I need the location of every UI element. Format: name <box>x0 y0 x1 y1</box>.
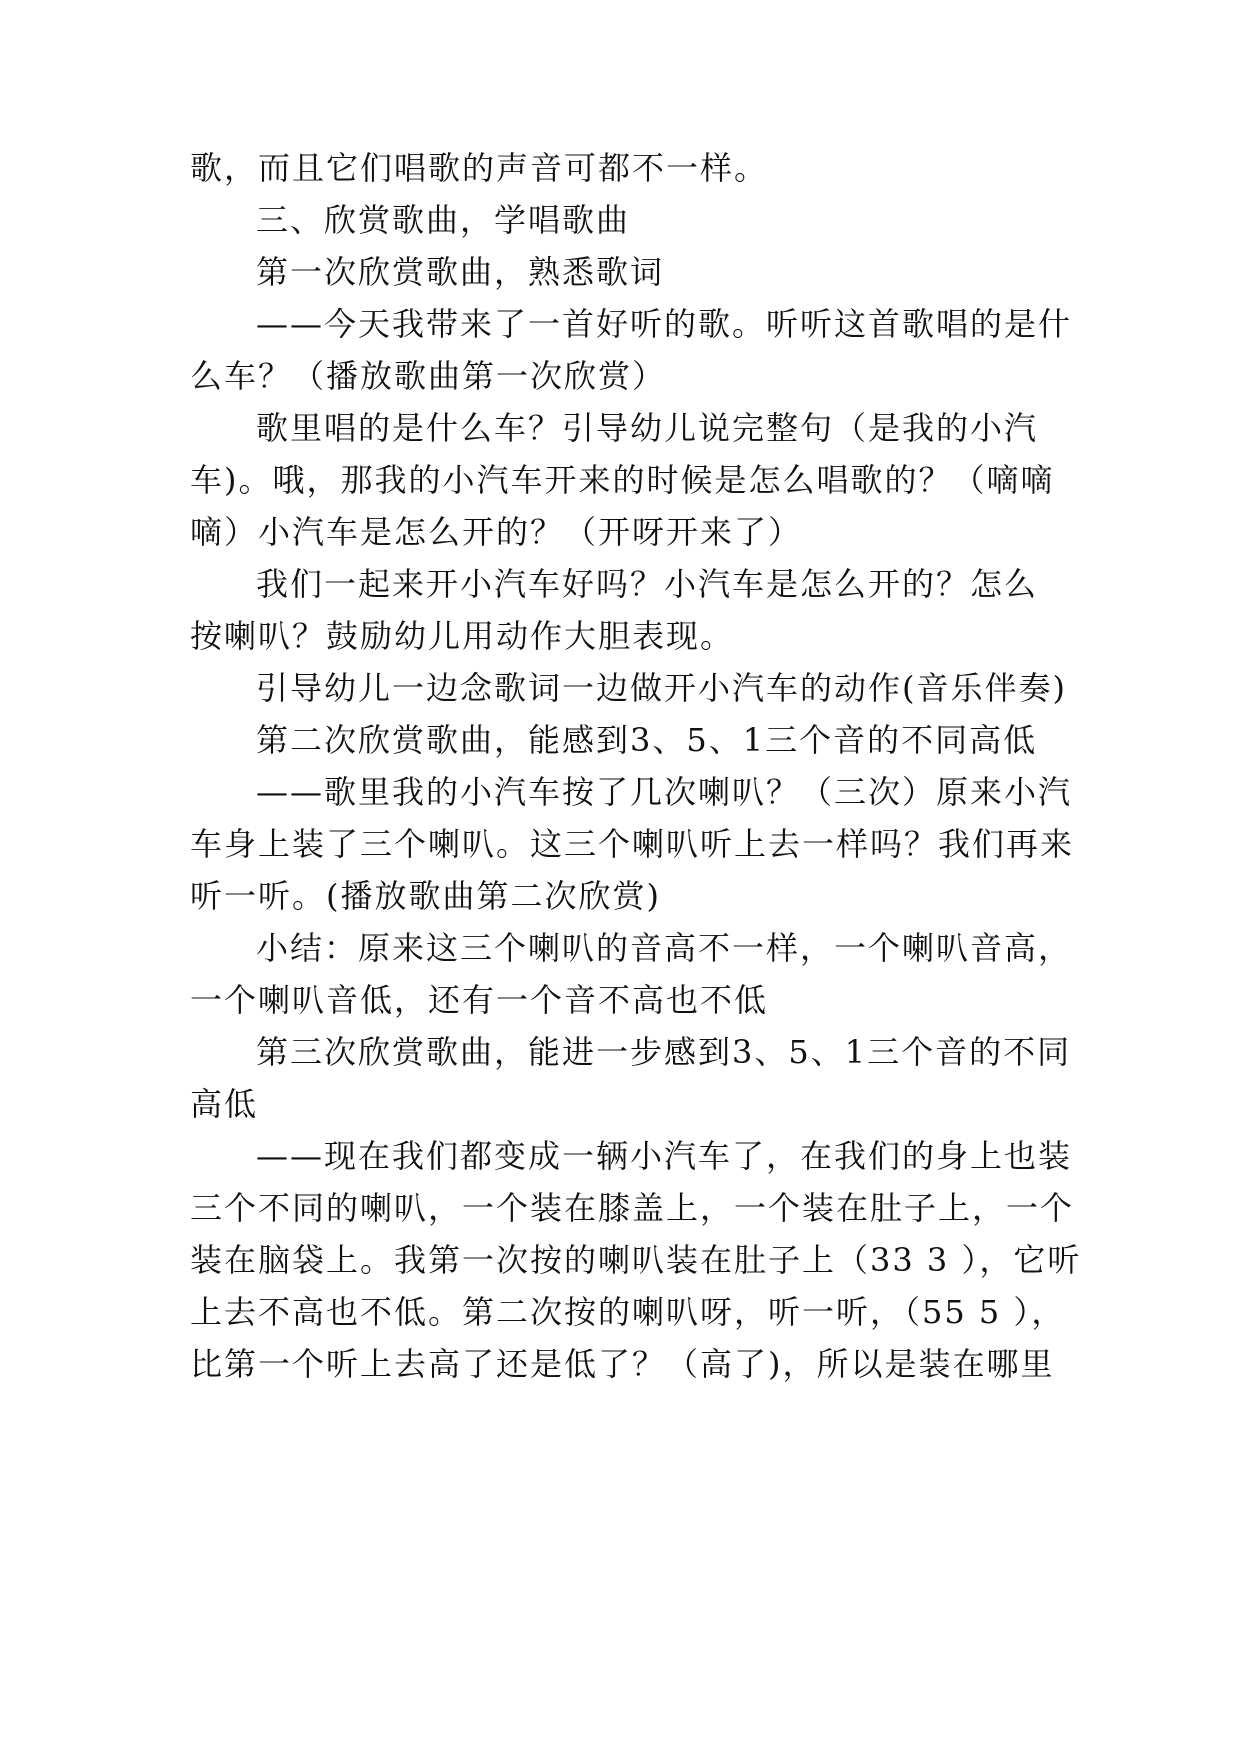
text-line: ——今天我带来了一首好听的歌。听听这首歌唱的是什 <box>256 305 1073 343</box>
text-line: 比第一个听上去高了还是低了？（高了)，所以是装在哪里 <box>190 1345 1055 1383</box>
text-line: 小结：原来这三个喇叭的音高不一样，一个喇叭音高， <box>256 929 1073 967</box>
text-line: 引导幼儿一边念歌词一边做开小汽车的动作(音乐伴奏) <box>256 669 1067 707</box>
text-line: 歌，而且它们唱歌的声音可都不一样。 <box>190 149 769 187</box>
sub-heading: 第三次欣赏歌曲，能进一步感到3、5、1三个音的不同 <box>256 1033 1072 1071</box>
sub-heading: 第一次欣赏歌曲，熟悉歌词 <box>256 253 665 291</box>
text-line: 按喇叭？鼓励幼儿用动作大胆表现。 <box>190 617 735 655</box>
text-line: 一个喇叭音低，还有一个音不高也不低 <box>190 981 769 1019</box>
text-line: 么车？（播放歌曲第一次欣赏） <box>190 357 667 395</box>
text-line: 听一听。(播放歌曲第二次欣赏) <box>190 877 661 915</box>
text-line: ——现在我们都变成一辆小汽车了，在我们的身上也装 <box>256 1137 1073 1175</box>
sub-heading: 第二次欣赏歌曲，能感到3、5、1三个音的不同高低 <box>256 721 1038 759</box>
text-line: 三个不同的喇叭，一个装在膝盖上，一个装在肚子上，一个 <box>190 1189 1075 1227</box>
text-line: 车身上装了三个喇叭。这三个喇叭听上去一样吗？我们再来 <box>190 825 1075 863</box>
text-line: 上去不高也不低。第二次按的喇叭呀，听一听，（55 5 ）， <box>190 1293 1066 1331</box>
text-line: 我们一起来开小汽车好吗？小汽车是怎么开的？怎么 <box>256 565 1039 603</box>
sub-heading-continued: 高低 <box>190 1085 259 1123</box>
text-line: 歌里唱的是什么车？引导幼儿说完整句（是我的小汽 <box>256 409 1039 447</box>
text-line: 装在脑袋上。我第一次按的喇叭装在肚子上（33 3 ），它听 <box>190 1241 1082 1279</box>
text-line: ——歌里我的小汽车按了几次喇叭？（三次）原来小汽 <box>256 773 1073 811</box>
text-line: 嘀）小汽车是怎么开的？（开呀开来了） <box>190 513 803 551</box>
text-line: 车)。哦，那我的小汽车开来的时候是怎么唱歌的？（嘀嘀 <box>190 461 1055 499</box>
section-heading: 三、欣赏歌曲，学唱歌曲 <box>256 201 631 239</box>
